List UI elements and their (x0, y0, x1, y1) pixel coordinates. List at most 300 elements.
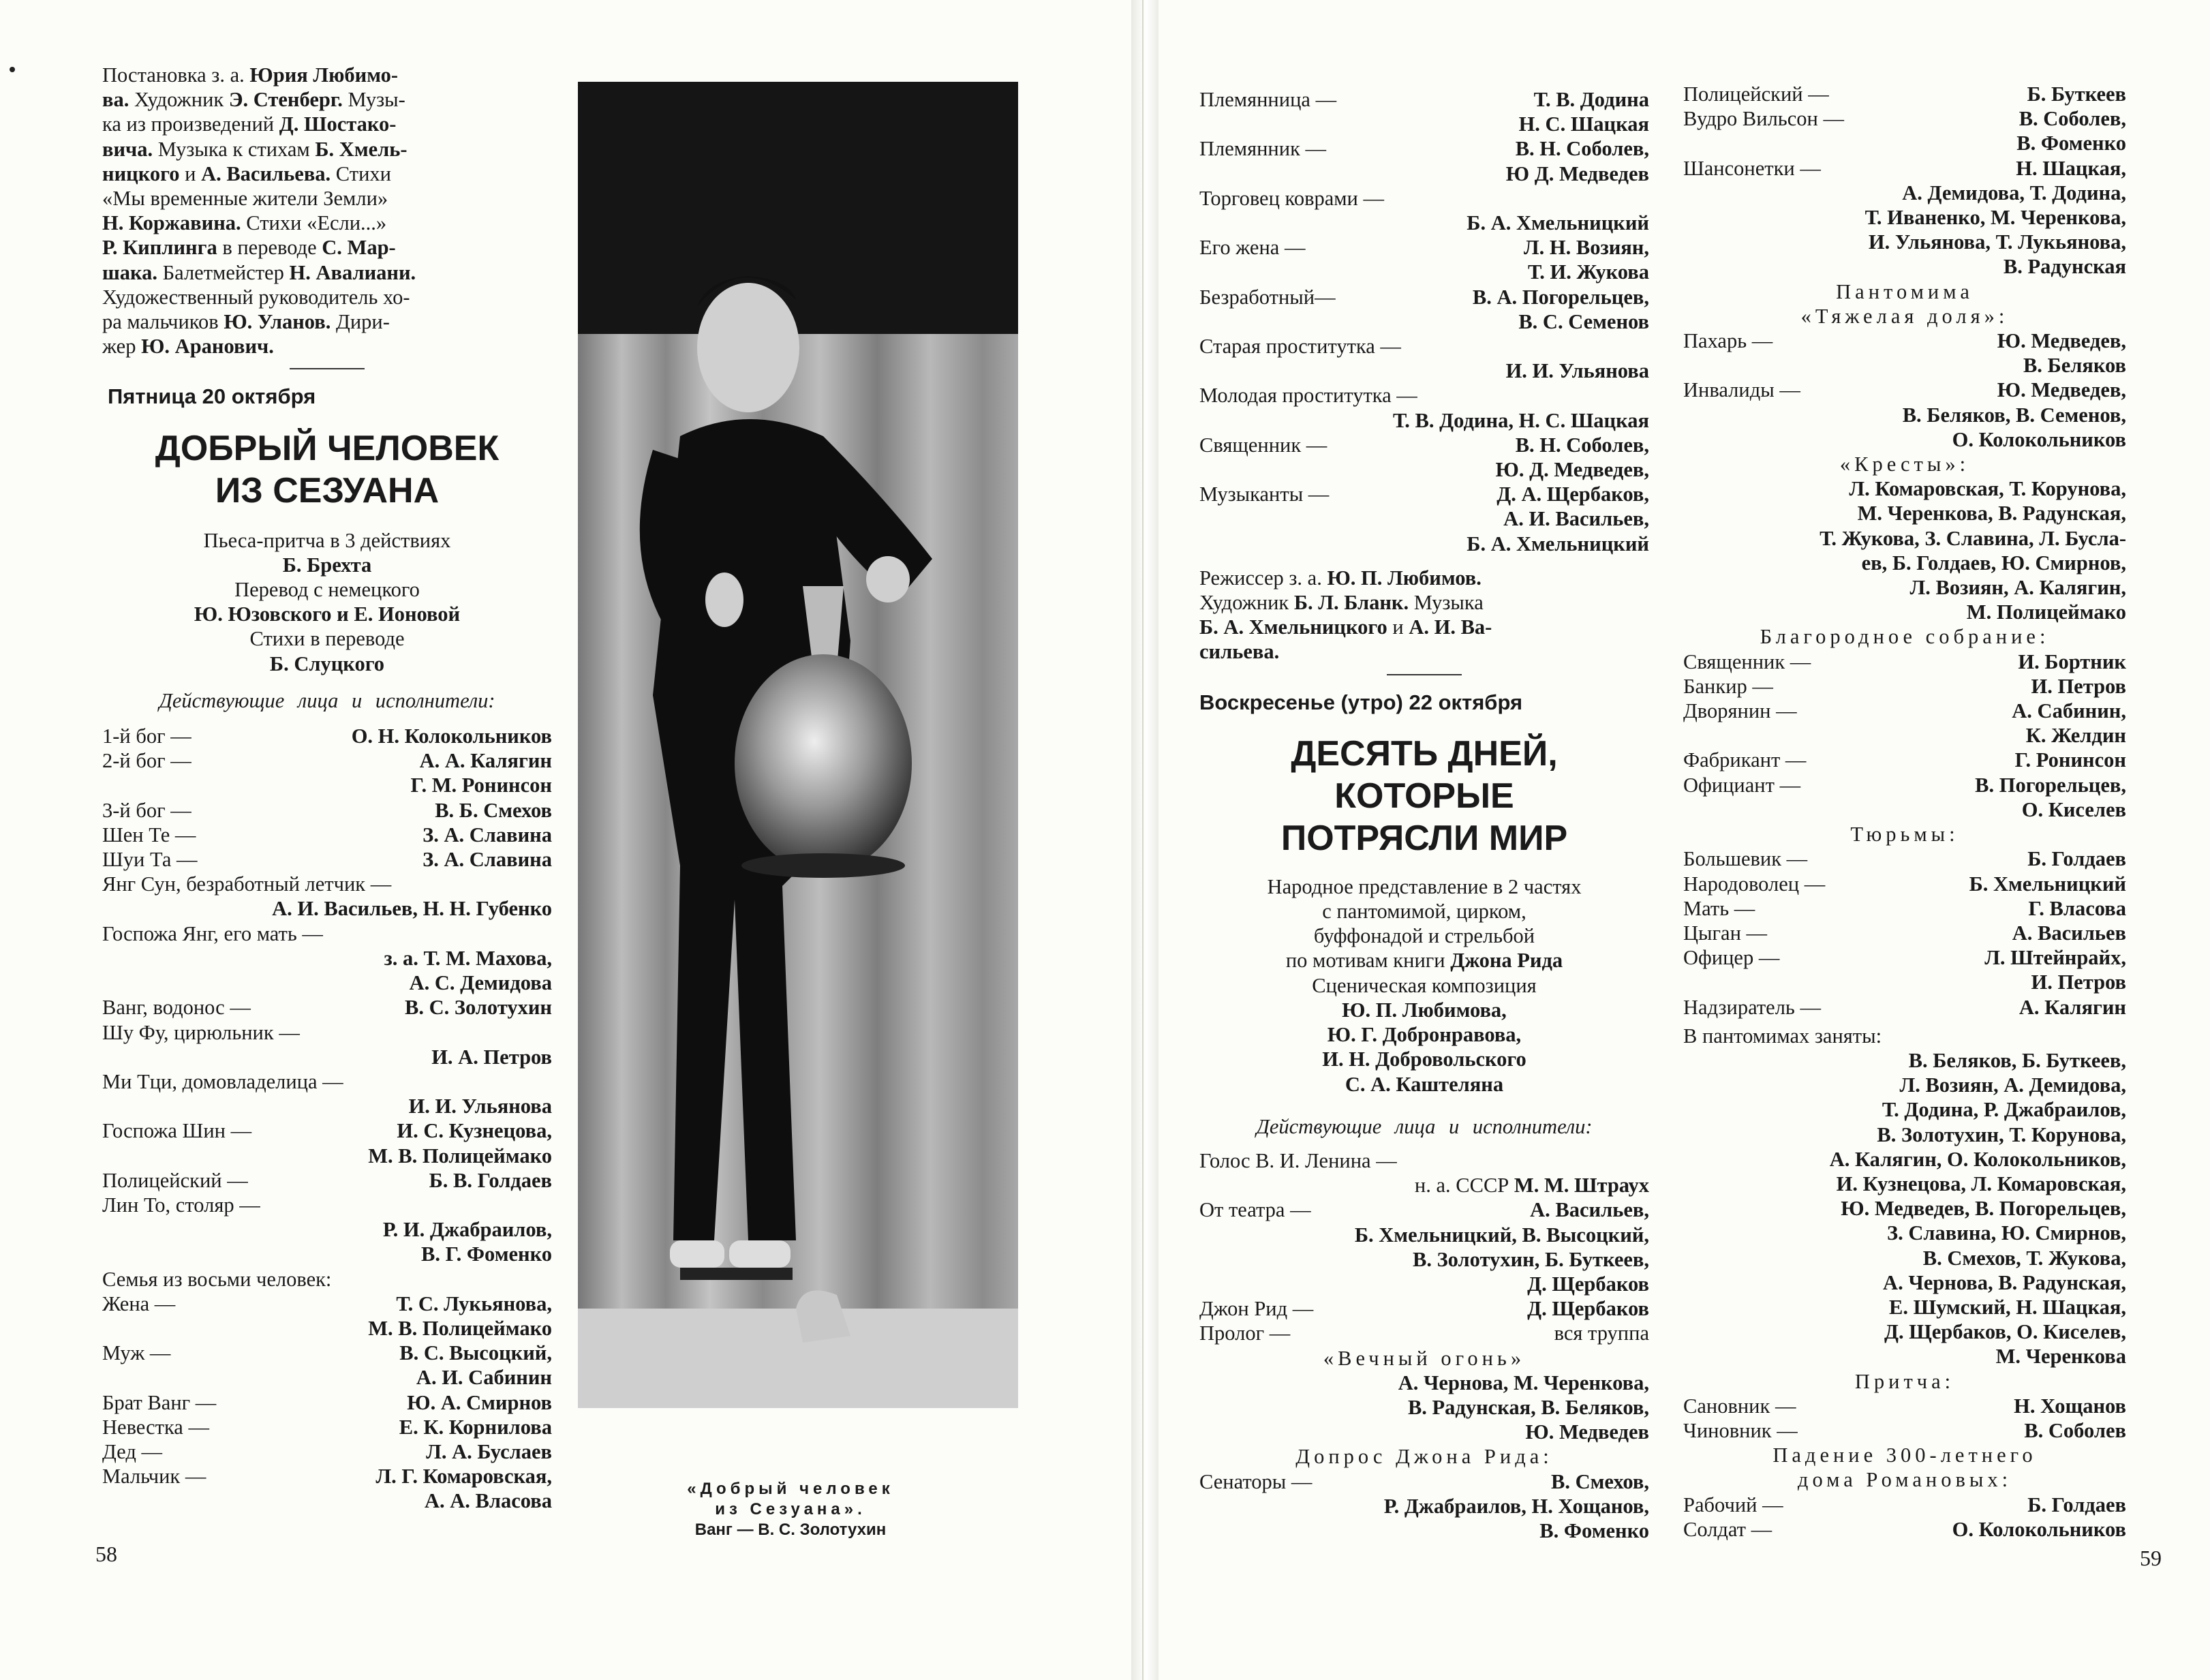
cast-row (1199, 87, 1649, 112)
cast-row (1683, 254, 2126, 279)
cast-row (1199, 1197, 1649, 1222)
cast-row (102, 971, 552, 995)
role-name: Чиновник — (1683, 1418, 1798, 1442)
actor-name: А. А. Власова (424, 1489, 552, 1513)
cast2-list (1199, 1148, 1649, 1346)
verses-translator: Б. Слуцкого (269, 652, 385, 675)
cast-line: Ю. Медведев, В. Погорельцев, (1841, 1197, 2126, 1221)
actor-name: Л. Г. Комаровская, (375, 1465, 552, 1488)
performance-date: Пятница 20 октября (108, 384, 316, 409)
role-name: Дед — (102, 1439, 162, 1463)
actor-name: А. С. Демидова (409, 971, 552, 995)
production-photo (578, 82, 1018, 1408)
subtitle-line: Ю. Г. Добронравова, (1327, 1023, 1522, 1047)
role-name: 2-й бог — (102, 749, 191, 773)
cast-row (1683, 378, 2126, 402)
actor-name: В. С. Семенов (1518, 309, 1649, 333)
cast-row (1199, 136, 1649, 161)
actor-name: В. Б. Смехов (435, 798, 552, 822)
subtitle-line: по мотивам книги Джона Рида (1285, 949, 1563, 973)
subtitle-line: Ю. П. Любимова, (1342, 998, 1507, 1022)
subtitle-line: И. Н. Добровольского (1322, 1048, 1526, 1071)
play2-subtitle (1199, 874, 1649, 1097)
cast-row (102, 724, 552, 748)
cast-row (102, 1045, 552, 1069)
cast-row (1199, 358, 1649, 383)
cast-row (1683, 353, 2126, 378)
actor-name: Ю. Д. Медведев, (1495, 458, 1649, 482)
cast-row (1199, 162, 1649, 186)
subtitle-line: буффонадой и стрельбой (1313, 924, 1535, 948)
play-author: Б. Брехта (282, 553, 372, 577)
actor-name: Н. Шацкая, (2016, 156, 2126, 180)
actor-name: В. С. Золотухин (404, 996, 552, 1020)
cast-row (1683, 773, 2126, 797)
cast-row (1199, 186, 1649, 211)
actor-name: Т. В. Додина (1533, 88, 1649, 111)
subtitle-line: Народное представление в 2 частях (1267, 874, 1582, 898)
cast-row (102, 1292, 552, 1316)
eternal-flame-cast (1199, 1371, 1649, 1445)
cast-row (1683, 896, 2126, 921)
role-name: Фабрикант — (1683, 748, 1807, 772)
actor-name: Е. К. Корнилова (399, 1415, 552, 1439)
actor-name: Б. Голдаев (2027, 847, 2126, 871)
cast-row (1683, 82, 2126, 106)
actor-name: Б. А. Хмельницкий (1467, 211, 1649, 235)
role-name: Торговец коврами — (1199, 186, 1385, 210)
cast-line: Л. Возиян, А. Демидова, (1899, 1073, 2126, 1097)
play-title-line-1: ДОБРЫЙ ЧЕЛОВЕК (155, 428, 500, 468)
role-name: Рабочий — (1683, 1493, 1783, 1516)
credit-line: ка из произведений Д. Шостако- (102, 112, 397, 136)
cast-row (1199, 1469, 1649, 1494)
actor-name: Ю Д. Медведев (1505, 162, 1649, 185)
cast-group-d (1683, 846, 2126, 1019)
cast-line: Т. Жукова, З. Славина, Л. Бусла- (1820, 526, 2126, 550)
cast-row (1199, 260, 1649, 284)
crosses-heading: «Кресты»: (1839, 453, 1970, 476)
cast-row (102, 921, 552, 946)
director-credits (1199, 566, 1649, 665)
cast-row (102, 1267, 552, 1292)
role-name: Цыган — (1683, 921, 1768, 945)
actor-name: В. Соболев, (2019, 107, 2126, 131)
cast-continued (1199, 87, 1649, 556)
photo-caption (613, 1479, 968, 1540)
actor-name: Т. С. Лукьянова, (396, 1292, 552, 1315)
cast-row (1683, 181, 2126, 205)
actor-name: Т. В. Додина, Н. С. Шацкая (1393, 408, 1649, 432)
role-name: Банкир — (1683, 674, 1773, 698)
role-name: Шен Те — (102, 823, 196, 846)
role-name: Безработный— (1199, 285, 1336, 309)
cast-row (1683, 156, 2126, 181)
director-line: сильева. (1199, 640, 1280, 664)
cast-row (1683, 403, 2126, 427)
role-name: Племянник — (1199, 137, 1327, 161)
actor-name: В. Н. Соболев, (1515, 137, 1649, 161)
role-name: Музыканты — (1199, 483, 1330, 506)
actor-name: Л. Н. Возиян, (1523, 236, 1649, 260)
play-subtitle: Пьеса-притча в 3 действиях (203, 528, 451, 552)
actor-photo-illustration (578, 82, 1018, 1408)
credit-line: Художественный руководитель хо- (102, 285, 410, 309)
credit-line: вича. Музыка к стихам Б. Хмель- (102, 137, 408, 161)
cast-row (1683, 329, 2126, 353)
actor-name: О. Колокольников (1952, 1517, 2126, 1541)
cast-row (1683, 921, 2126, 945)
cast-row (1199, 1518, 1649, 1543)
cast-row (1199, 482, 1649, 506)
role-name: Полицейский — (102, 1168, 248, 1192)
gutter-fold (1142, 0, 1144, 1680)
actor-name: В. Золотухин, Б. Буткеев, (1412, 1247, 1649, 1271)
role-name: Инвалиды — (1683, 378, 1800, 402)
role-name: Лин То, столяр — (102, 1193, 260, 1217)
cast-row (102, 1415, 552, 1439)
play2-title-line-2: КОТОРЫЕ (1334, 776, 1514, 816)
cast-line: В. Смехов, Т. Жукова, (1922, 1246, 2126, 1270)
actor-name: Н. Хощанов (2014, 1394, 2126, 1418)
cast-row (102, 847, 552, 872)
eternal-flame-heading: «Вечный огонь» (1323, 1346, 1526, 1370)
caption-line-1: «Добрый человек (687, 1480, 894, 1498)
role-name: Официант — (1683, 773, 1801, 797)
noble-assembly-heading: Благородное собрание: (1760, 625, 2050, 649)
actor-name: К. Желдин (2025, 724, 2126, 748)
pantomime-cast (1683, 1048, 2126, 1369)
role-name: Янг Сун, безработный летчик — (102, 872, 392, 896)
cast-row (1199, 532, 1649, 556)
actor-name: Л. Штейнрайх, (1984, 946, 2126, 970)
cast-row (1199, 235, 1649, 260)
subtitle-line: Сценическая композиция (1312, 973, 1537, 997)
role-name: Невестка — (102, 1415, 209, 1439)
role-name: Пахарь — (1683, 329, 1773, 353)
cast-line: А. Калягин, О. Колокольников, (1829, 1147, 2126, 1171)
performance-date-2: Воскресенье (утро) 22 октября (1199, 690, 1523, 714)
actor-name: Д. Щербаков (1527, 1272, 1649, 1296)
cast-line: А. Чернова, М. Черенкова, (1398, 1371, 1649, 1394)
cast-row (1199, 433, 1649, 457)
actor-name: Б. Буткеев (2027, 82, 2126, 106)
actor-name: И. И. Ульянова (1505, 359, 1649, 383)
cast-row (1199, 383, 1649, 408)
cast-row (102, 872, 552, 896)
actor-name: В. Погорельцев, (1975, 773, 2126, 797)
caption-line-2: из Сезуана». (715, 1500, 866, 1518)
cast-row (1199, 1296, 1649, 1321)
actor-name: А. И. Васильев, Н. Н. Губенко (272, 897, 552, 921)
subtitle-line: с пантомимой, цирком, (1322, 900, 1526, 923)
role-name: Старая проститутка — (1199, 335, 1401, 358)
actor-name: О. Н. Колокольников (351, 724, 552, 748)
cast-group-e (1683, 1394, 2126, 1443)
actor-name: Ю. Медведев, (1997, 329, 2126, 353)
director-line: Художник Б. Л. Бланк. Музыка (1199, 591, 1484, 615)
play2-title-line-1: ДЕСЯТЬ ДНЕЙ, (1291, 733, 1558, 774)
cast-line: Л. Возиян, А. Калягин, (1909, 576, 2126, 600)
actor-name: И. Ульянова, Т. Лукьянова, (1868, 230, 2126, 254)
actor-name: Б. Голдаев (2027, 1493, 2126, 1516)
cast-row (1199, 211, 1649, 235)
cast-row (102, 1118, 552, 1143)
role-name: Мальчик — (102, 1465, 206, 1488)
cast-row (102, 1439, 552, 1464)
role-name: Священник — (1199, 433, 1327, 457)
cast-row (1199, 285, 1649, 309)
book-gutter (1131, 0, 1158, 1680)
play-title-line-2: ИЗ СЕЗУАНА (215, 470, 440, 510)
actor-name: В. Фоменко (1539, 1518, 1649, 1542)
role-name: Мать — (1683, 896, 1755, 920)
role-name: Народоволец — (1683, 872, 1826, 896)
cast-line: В. Радунская, В. Беляков, (1407, 1395, 1649, 1419)
role-name: 1-й бог — (102, 724, 191, 748)
cast-row (102, 1217, 552, 1242)
cast-row (1683, 427, 2126, 452)
actor-name: М. В. Полицеймако (368, 1316, 552, 1340)
actor-name: М. В. Полицеймако (368, 1144, 552, 1167)
actor-name: З. А. Славина (423, 848, 552, 872)
director-line: Б. А. Хмельницкого и А. И. Ва- (1199, 615, 1492, 639)
role-name: Сановник — (1683, 1394, 1796, 1418)
actor-name: Ю. А. Смирнов (407, 1390, 552, 1414)
actor-name: А. И. Сабинин (416, 1366, 552, 1390)
actor-name: И. А. Петров (431, 1045, 552, 1069)
actor-name: Ю. Медведев, (1997, 378, 2126, 402)
cast-row (1199, 334, 1649, 358)
actor-name: А. А. Калягин (419, 749, 552, 773)
cast-line: З. Славина, Ю. Смирнов, (1887, 1221, 2126, 1245)
role-name: Брат Ванг — (102, 1390, 217, 1414)
cast-line: М. Полицеймако (1966, 600, 2126, 624)
cast-row (102, 798, 552, 823)
cast-row (1199, 1272, 1649, 1296)
left-text-column (102, 63, 552, 1514)
actor-name: Р. Джабраилов, Н. Хощанов, (1383, 1494, 1649, 1518)
cast-row (1683, 1493, 2126, 1517)
actor-name: вся труппа (1554, 1322, 1649, 1345)
cast-row (1199, 1223, 1649, 1247)
cast-row (102, 1144, 552, 1168)
margin-mark (10, 67, 15, 72)
cast-row (1683, 699, 2126, 723)
actor-name: Д. Щербаков (1527, 1297, 1649, 1321)
role-name: От театра — (1199, 1198, 1311, 1222)
role-name: Семья из восьми человек: (102, 1267, 332, 1291)
cast-row (1683, 674, 2126, 699)
cast-row (1199, 1148, 1649, 1173)
role-name: Священник — (1683, 650, 1811, 673)
cast-row (102, 1488, 552, 1513)
actor-name: з. а. Т. М. Махова, (384, 946, 552, 970)
interrogation-heading: Допрос Джона Рида: (1295, 1445, 1553, 1469)
role-name: Солдат — (1683, 1517, 1772, 1541)
role-name: Пролог — (1199, 1322, 1291, 1345)
role-name: Ванг, водонос — (102, 996, 251, 1020)
right-page (1158, 0, 2210, 1680)
actor-name: В. Смехов, (1551, 1469, 1649, 1493)
in-pantomimes-heading: В пантомимах заняты: (1683, 1024, 1882, 1048)
cast-row (102, 1316, 552, 1341)
right-column-2 (1683, 82, 2126, 1542)
cast-row (1683, 748, 2126, 772)
actor-name: Р. И. Джабраилов, (382, 1218, 552, 1242)
verses-label: Стихи в переводе (249, 627, 405, 651)
cast-row (1199, 1321, 1649, 1345)
cast-row (1683, 106, 2126, 131)
actor-name: В. Г. Фоменко (421, 1242, 552, 1266)
role-name: 3-й бог — (102, 798, 191, 822)
play2-title-line-3: ПОТРЯСЛИ МИР (1280, 818, 1568, 858)
cast-row (1683, 970, 2126, 994)
actor-name: А. И. Васильев, (1503, 507, 1649, 531)
cast-line: Л. Комаровская, Т. Корунова, (1849, 477, 2126, 501)
subtitle-line: С. А. Каштеляна (1345, 1072, 1504, 1096)
cast-row (102, 995, 552, 1020)
actor-name: В. Соболев (2024, 1418, 2126, 1442)
credits-block (102, 63, 552, 358)
cast-row (1683, 1517, 2126, 1542)
role-name: Ми Тци, домовладелица — (102, 1069, 343, 1093)
cast-row (1683, 230, 2126, 254)
translators: Ю. Юзовского и Е. Ионовой (194, 602, 461, 626)
cast-row (1683, 131, 2126, 155)
cast-row (1199, 457, 1649, 482)
role-name: Шуи Та — (102, 848, 198, 872)
cast-heading: Действующие лица и исполнители: (159, 688, 495, 712)
page-number-right: 59 (2140, 1546, 2162, 1570)
role-name: Шу Фу, цирюльник — (102, 1020, 300, 1044)
actor-name: И. И. Ульянова (408, 1095, 552, 1118)
cast-line: И. Кузнецова, Л. Комаровская, (1836, 1172, 2126, 1195)
role-name: Молодая проститутка — (1199, 384, 1417, 408)
actor-name: Д. А. Щербаков, (1497, 483, 1649, 506)
cast-row (102, 1365, 552, 1390)
credit-line: ра мальчиков Ю. Уланов. Дири- (102, 310, 390, 334)
role-name: Его жена — (1199, 236, 1306, 260)
cast-row (1683, 945, 2126, 970)
cast-row (1199, 112, 1649, 136)
actor-name: Н. С. Шацкая (1518, 112, 1649, 136)
cast-row (1199, 506, 1649, 531)
role-name: Госпожа Янг, его мать — (102, 921, 323, 945)
cast-row (102, 773, 552, 797)
role-name: Полицейский — (1683, 82, 1829, 106)
cast-list (102, 724, 552, 1514)
parable-heading: Притча: (1854, 1369, 1955, 1393)
cast-line: М. Черенкова (1995, 1345, 2126, 1369)
actor-name: И. Бортник (2018, 650, 2126, 673)
actor-name: В. Радунская (2003, 255, 2126, 279)
cast-line: А. Чернова, В. Радунская, (1883, 1270, 2126, 1294)
cast-line: Д. Щербаков, О. Киселев, (1884, 1320, 2126, 1344)
cast-row (1683, 1418, 2126, 1443)
role-name: Дворянин — (1683, 699, 1797, 723)
actor-name: Г. Ронинсон (2014, 748, 2126, 772)
cast-line: ев, Б. Голдаев, Ю. Смирнов, (1861, 551, 2126, 575)
actor-name: И. Петров (2031, 674, 2126, 698)
caption-line-3: Ванг — В. С. Золотухин (694, 1521, 887, 1539)
cast-line: В. Золотухин, Т. Корунова, (1877, 1122, 2126, 1146)
cast-row (1199, 1173, 1649, 1197)
credit-line: шака. Балетмейстер Н. Авалиани. (102, 260, 416, 284)
actor-name: н. а. СССР М. М. Штраух (1414, 1174, 1649, 1197)
role-name: Госпожа Шин — (102, 1119, 252, 1143)
cast-row (102, 896, 552, 921)
credit-line: «Мы временные жители Земли» (102, 187, 388, 211)
cast-line: Е. Шумский, Н. Шацкая, (1889, 1295, 2126, 1319)
role-name: Офицер — (1683, 946, 1780, 970)
cast-row (1683, 995, 2126, 1020)
actor-name: Б. А. Хмельницкий (1467, 532, 1649, 555)
cast-row (102, 1094, 552, 1118)
cast-row (1199, 309, 1649, 334)
role-name: Шансонетки — (1683, 156, 1821, 180)
actor-name: О. Колокольников (1952, 427, 2126, 451)
actor-name: В. Беляков (2023, 354, 2126, 378)
cast-row (102, 1193, 552, 1217)
cast-group-b (1683, 329, 2126, 452)
role-name: Голос В. И. Ленина — (1199, 1148, 1397, 1172)
actor-name: Т. Иваненко, М. Черенкова, (1864, 206, 2126, 230)
cast-row (102, 1168, 552, 1193)
cast-row (102, 1390, 552, 1415)
actor-name: В. Беляков, В. Семенов, (1902, 403, 2126, 427)
actor-name: В. Фоменко (2016, 132, 2126, 155)
cast-group-a (1683, 82, 2126, 279)
credit-line: Постановка з. а. Юрия Любимо- (102, 63, 399, 87)
actor-name: В. Н. Соболев, (1515, 433, 1649, 457)
cast-row (1683, 1394, 2126, 1418)
pantomime-heading: Пантомима (1836, 279, 1974, 303)
separator-rule-2 (1387, 674, 1462, 675)
actor-name: Л. А. Буслаев (426, 1439, 552, 1463)
cast-row (102, 1341, 552, 1365)
cast-row (1683, 797, 2126, 822)
fall-heading-2: дома Романовых: (1797, 1468, 2012, 1492)
cast-row (1683, 846, 2126, 871)
role-name: Муж — (102, 1341, 171, 1365)
cast-row (1199, 408, 1649, 433)
cast2-heading: Действующие лица и исполнители: (1256, 1114, 1593, 1138)
cast-row (102, 946, 552, 971)
cast-group-f (1683, 1493, 2126, 1542)
cast-row (102, 748, 552, 773)
role-name: Вудро Вильсон — (1683, 107, 1844, 131)
cast-line: Ю. Медведев (1525, 1420, 1649, 1444)
cast-row (102, 1020, 552, 1045)
cast-row (1683, 723, 2126, 748)
actor-name: Б. Хмельницкий, В. Высоцкий, (1354, 1223, 1649, 1247)
cast-row (1683, 650, 2126, 674)
cast-row (1199, 1247, 1649, 1272)
cast-line: В. Беляков, Б. Буткеев, (1908, 1048, 2126, 1072)
actor-name: И. С. Кузнецова, (397, 1119, 552, 1143)
actor-name: А. Демидова, Т. Додина, (1902, 181, 2126, 204)
actor-name: Б. Хмельницкий (1969, 872, 2126, 896)
actor-name: В. С. Высоцкий, (399, 1341, 552, 1365)
actor-name: Г. Власова (2028, 896, 2126, 920)
cast-row (1683, 205, 2126, 230)
role-name: Жена — (102, 1292, 176, 1315)
role-name: Сенаторы — (1199, 1469, 1313, 1493)
credit-line: Р. Киплинга в переводе С. Мар- (102, 236, 396, 260)
cast-row (1199, 1494, 1649, 1518)
actor-name: З. А. Славина (423, 823, 552, 846)
